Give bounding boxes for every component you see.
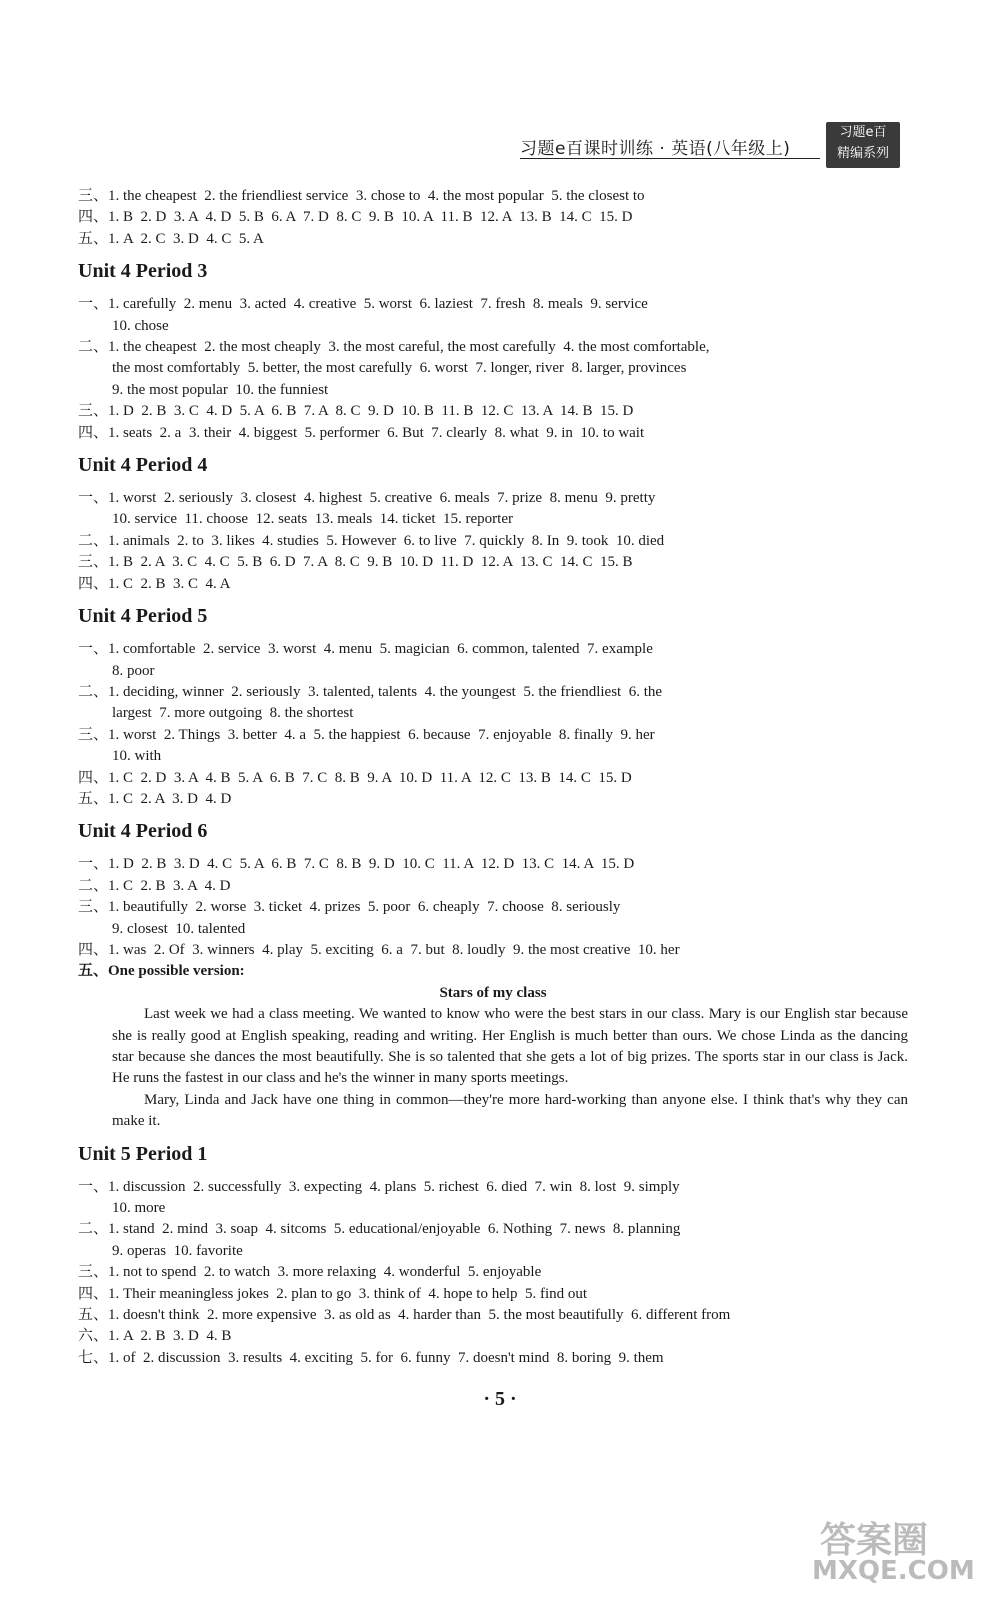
answer-line: 五、1. doesn't think 2. more expensive 3. as old as 4. harder than 5. the most beautifully 6. different from <box>78 1307 731 1324</box>
answer-line: 一、1. worst 2. seriously 3. closest 4. highest 5. creative 6. meals 7. prize 8. menu 9. pretty <box>78 490 656 507</box>
answer-line: 10. service 11. choose 12. seats 13. meals 14. ticket 15. reporter <box>112 511 514 528</box>
answer-line: 二、1. animals 2. to 3. likes 4. studies 5. However 6. to live 7. quickly 8. In 9. took 10. died <box>78 532 665 549</box>
answer-line: 四、1. was 2. Of 3. winners 4. play 5. exciting 6. a 7. but 8. loudly 9. the most creative 10. her <box>78 941 680 958</box>
answer-line: 一、1. discussion 2. successfully 3. expecting 4. plans 5. richest 6. died 7. win 8. lost 9. simply <box>78 1178 680 1195</box>
answer-line: 二、1. stand 2. mind 3. soap 4. sitcoms 5. educational/enjoyable 6. Nothing 7. news 8. planning <box>78 1221 681 1238</box>
answer-line: 一、1. carefully 2. menu 3. acted 4. creative 5. worst 6. laziest 7. fresh 8. meals 9. service <box>78 296 648 313</box>
answer-line: 四、1. B 2. D 3. A 4. D 5. B 6. A 7. D 8. C 9. B 10. A 11. B 12. A 13. B 14. C 15. D <box>78 209 633 226</box>
answer-line: 五、1. C 2. A 3. D 4. D <box>78 790 232 807</box>
essay-paragraph: Mary, Linda and Jack have one thing in common—they're more hard-working than anyone else. I think that's why they can make it. <box>112 1091 908 1130</box>
essay-paragraph: Last week we had a class meeting. We wanted to know who were the best stars in our class. Mary is our English star because she is really good at English speaking, reading and writing. Her English is much better than ours. We chose Linda as the dancing star because she dances the most beautifully. She is so talented that she gets a lot of big prizes. The sports star in our class is Jack. He runs the fastest in our class and he's the winner in many sports meetings. <box>112 1006 908 1087</box>
answer-line: 8. poor <box>112 662 155 679</box>
answer-line: 二、1. the cheapest 2. the most cheaply 3. the most careful, the most carefully 4. the most comfortable, <box>78 339 710 356</box>
answer-line: 七、1. of 2. discussion 3. results 4. exciting 5. for 6. funny 7. doesn't mind 8. boring 9. them <box>78 1349 664 1366</box>
header-rule <box>520 158 820 159</box>
answer-line: 10. more <box>112 1200 166 1217</box>
answer-line: 10. chose <box>112 317 169 334</box>
section-heading: Unit 4 Period 5 <box>78 605 208 628</box>
answer-line: 一、1. comfortable 2. service 3. worst 4. menu 5. magician 6. common, talented 7. example <box>78 641 653 658</box>
answer-line: 三、1. B 2. A 3. C 4. C 5. B 6. D 7. A 8. C 9. B 10. D 11. D 12. A 13. C 14. C 15. B <box>78 554 633 571</box>
answer-line: 四、1. C 2. D 3. A 4. B 5. A 6. B 7. C 8. B 9. A 10. D 11. A 12. C 13. B 14. C 15. D <box>78 769 632 786</box>
answer-line: 六、1. A 2. B 3. D 4. B <box>78 1328 232 1345</box>
answer-line: 三、1. not to spend 2. to watch 3. more relaxing 4. wonderful 5. enjoyable <box>78 1264 542 1281</box>
answer-line: 二、1. deciding, winner 2. seriously 3. talented, talents 4. the youngest 5. the friendliest 6. the <box>78 683 663 700</box>
answer-line: 四、1. seats 2. a 3. their 4. biggest 5. performer 6. But 7. clearly 8. what 9. in 10. to wait <box>78 424 645 441</box>
essay-intro: 五、One possible version: <box>78 963 245 980</box>
section-heading: Unit 4 Period 6 <box>78 820 208 843</box>
answer-line: 四、1. C 2. B 3. C 4. A <box>78 575 231 592</box>
answer-line: 三、1. beautifully 2. worse 3. ticket 4. prizes 5. poor 6. cheaply 7. choose 8. seriously <box>78 899 621 916</box>
running-header: 习题e百课时训练 · 英语(八年级上) <box>520 139 791 159</box>
section-heading: Unit 4 Period 3 <box>78 260 208 283</box>
logo-line-1: 习题e百 <box>839 125 887 140</box>
answer-line: 五、1. A 2. C 3. D 4. C 5. A <box>78 230 264 247</box>
series-logo <box>826 122 900 168</box>
answer-line: 三、1. the cheapest 2. the friendliest service 3. chose to 4. the most popular 5. the closest to <box>78 188 645 204</box>
answer-content <box>78 186 908 1369</box>
page-number: · 5 · <box>483 1388 517 1410</box>
answer-line: 9. closest 10. talented <box>112 920 246 937</box>
answer-line: the most comfortably 5. better, the most carefully 6. worst 7. longer, river 8. larger, provinces <box>112 360 687 377</box>
answer-line: 9. operas 10. favorite <box>112 1242 243 1259</box>
section-heading: Unit 5 Period 1 <box>78 1142 208 1165</box>
answer-line: largest 7. more outgoing 8. the shortest <box>112 705 354 722</box>
answer-line: 三、1. D 2. B 3. C 4. D 5. A 6. B 7. A 8. C 9. D 10. B 11. B 12. C 13. A 14. B 15. D <box>78 403 634 420</box>
answer-line: 9. the most popular 10. the funniest <box>112 381 329 398</box>
watermark-url: MXQE.COM <box>812 1556 975 1586</box>
answer-line: 10. with <box>112 748 162 765</box>
logo-line-2: 精编系列 <box>836 146 889 161</box>
answer-line: 三、1. worst 2. Things 3. better 4. a 5. the happiest 6. because 7. enjoyable 8. finally 9. her <box>78 726 655 743</box>
answer-line: 四、1. Their meaningless jokes 2. plan to go 3. think of 4. hope to help 5. find out <box>78 1285 588 1302</box>
answer-line: 一、1. D 2. B 3. D 4. C 5. A 6. B 7. C 8. B 9. D 10. C 11. A 12. D 13. C 14. A 15. D <box>78 856 635 873</box>
essay-title: Stars of my class <box>439 984 547 1001</box>
answer-line: 二、1. C 2. B 3. A 4. D <box>78 877 231 894</box>
watermark-text: 答案圈 <box>820 1520 929 1561</box>
section-heading: Unit 4 Period 4 <box>78 454 208 477</box>
